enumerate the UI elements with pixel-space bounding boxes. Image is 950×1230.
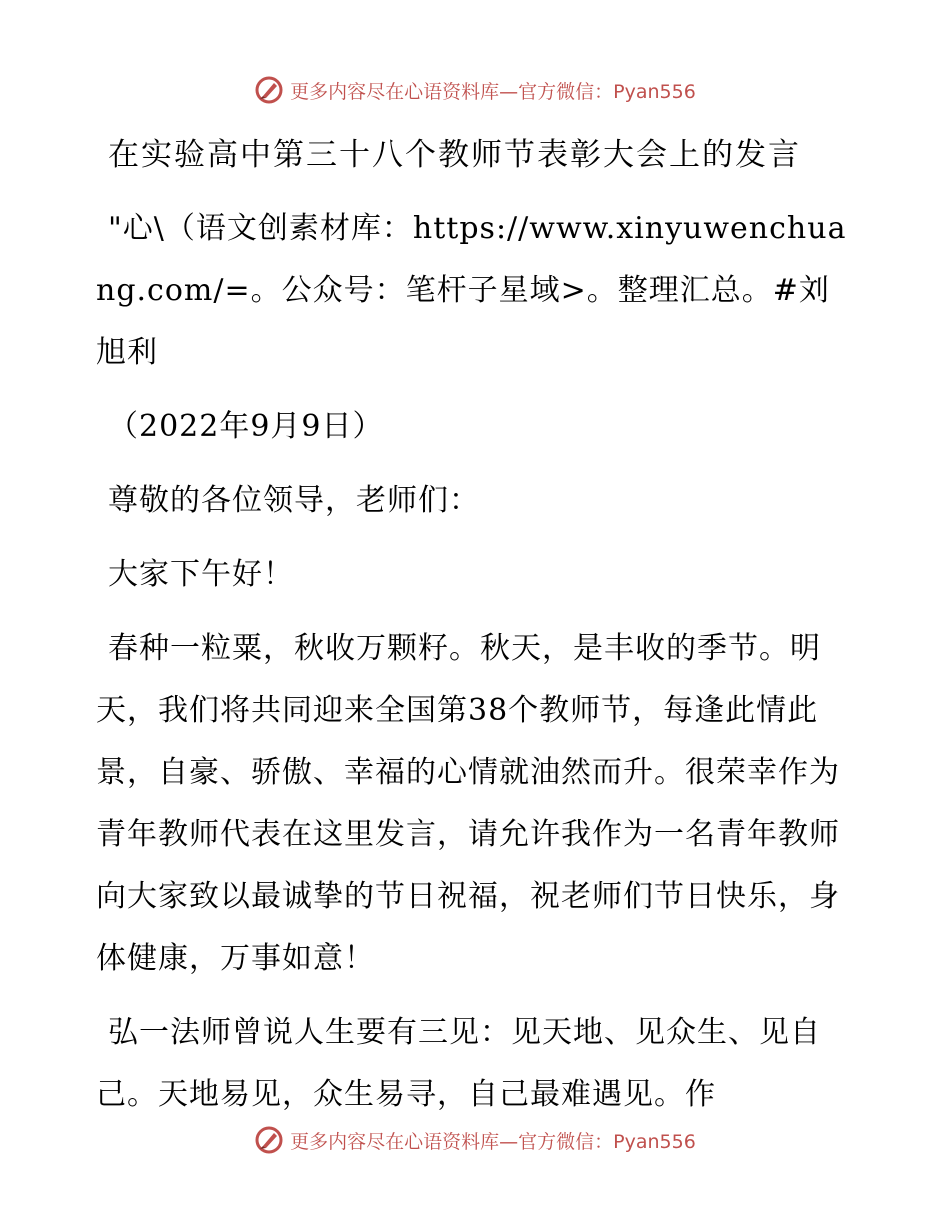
greeting: 大家下午好！ (108, 557, 294, 592)
pen-circle-logo-icon (254, 1125, 284, 1155)
salutation: 尊敬的各位领导，老师们： (108, 483, 480, 518)
document-body (96, 124, 856, 1138)
banner-text: 更多内容尽在心语资料库—官方微信：Pyan556 (290, 80, 696, 103)
paragraph-2: 弘一法师曾说人生要有三见：见天地、见众生、见自己。天地易见，众生易寻，自己最难遇见。作 (96, 1015, 821, 1112)
header-banner (0, 70, 950, 110)
pen-circle-logo-icon (254, 75, 284, 105)
source-note: "心\（语文创素材库：https://www.xinyuwenchuang.com/=。公众号：笔杆子星域>。整理汇总。#刘旭利 (96, 211, 847, 370)
paragraph-1: 春种一粒粟，秋收万颗籽。秋天，是丰收的季节。明天，我们将共同迎来全国第38个教师节，每逢此情此景，自豪、骄傲、幸福的心情就油然而升。很荣幸作为青年教师代表在这里发言，请允许我作为一名青年教师向大家致以最诚挚的节日祝福，祝老师们节日快乐，身体健康，万事如意！ (96, 631, 840, 976)
document-date: （2022年9月9日） (108, 409, 384, 444)
footer-banner (0, 1120, 950, 1160)
document-title: 在实验高中第三十八个教师节表彰大会上的发言 (108, 137, 801, 173)
banner-text: 更多内容尽在心语资料库—官方微信：Pyan556 (290, 1130, 696, 1153)
